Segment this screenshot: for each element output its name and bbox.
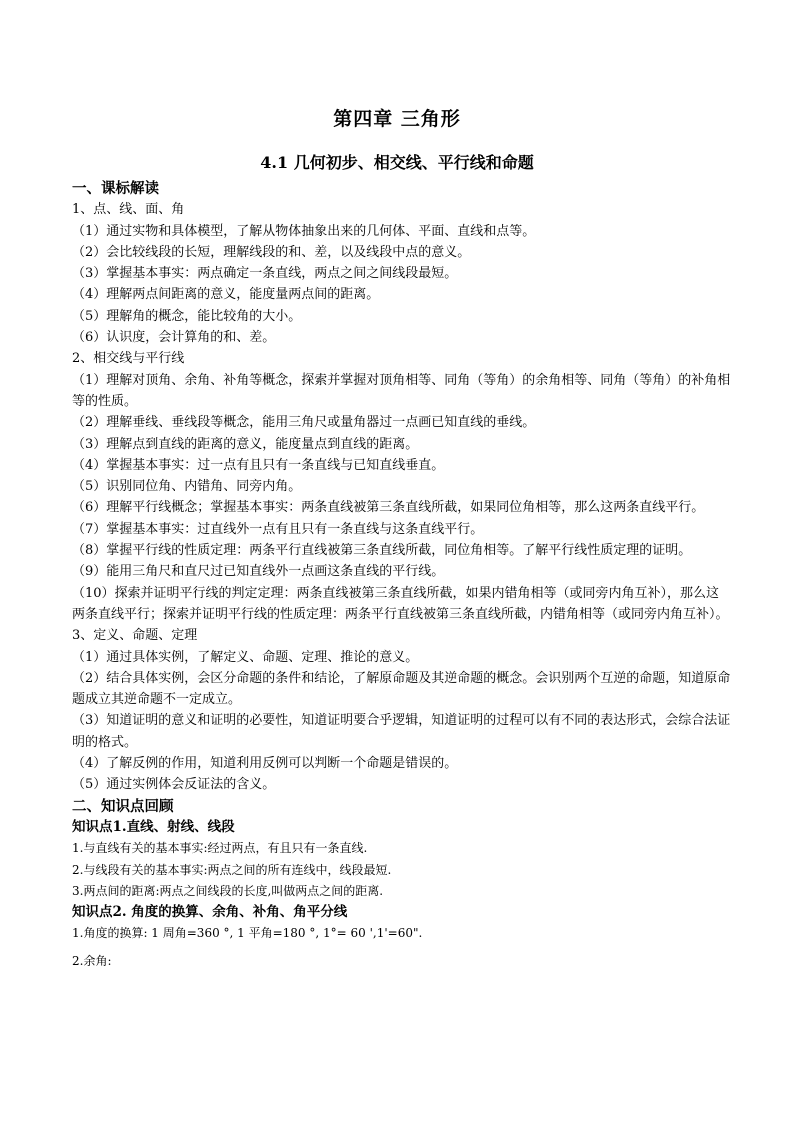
kp2-item: 2.余角: xyxy=(72,953,112,968)
group3-item: （5）通过实例体会反证法的含义。 xyxy=(72,777,276,793)
group2-item: （4）掌握基本事实：过一点有且只有一条直线与已知直线垂直。 xyxy=(72,457,445,473)
part1-heading: 一、课标解读 xyxy=(72,180,159,197)
group3-item: （3）知道证明的意义和证明的必要性，知道证明要合乎逻辑，知道证明的过程可以有不同的表达形式，会综合法证明的格式。 xyxy=(72,713,731,750)
group1-item: （4）理解两点间距离的意义，能度量两点间的距离。 xyxy=(72,287,380,303)
group1-item: （2）会比较线段的长短，理解线段的和、差，以及线段中点的意义。 xyxy=(72,244,471,260)
kp1-item: 3.两点间的距离:两点之间线段的长度,叫做两点之间的距离. xyxy=(72,883,384,898)
group2-item: （2）理解垂线、垂线段等概念，能用三角尺或量角器过一点画已知直线的垂线。 xyxy=(72,415,536,431)
group1-title: 1、点、线、面、角 xyxy=(72,202,185,218)
group1-item: （3）掌握基本事实：两点确定一条直线，两点之间之间线段最短。 xyxy=(72,266,458,282)
group3-title: 3、定义、命题、定理 xyxy=(72,628,198,644)
document-body xyxy=(72,178,732,972)
group1-item: （5）理解角的概念，能比较角的大小。 xyxy=(72,308,302,324)
chapter-title: 第四章 三角形 xyxy=(333,108,461,130)
group3-item: （2）结合具体实例，会区分命题的条件和结论，了解原命题及其逆命题的概念。会识别两个互逆的命题，知道原命题成立其逆命题不一定成立。 xyxy=(72,670,731,708)
group2-item: （10）探索并证明平行线的判定定理：两条直线被第三条直线所截，如果内错角相等（或同旁内角互补），那么这两条直线平行；探索并证明平行线的性质定理：两条平行直线被第三条直线所截，内错角相等（或同旁内角互补）。 xyxy=(72,585,729,622)
group1-item: （6）认识度，会计算角的和、差。 xyxy=(72,330,276,346)
group2-item: （1）理解对顶角、余角、补角等概念，探索并掌握对顶角相等、同角（等角）的余角相等、同角（等角）的补角相等的性质。 xyxy=(72,372,731,409)
part2-heading: 二、知识点回顾 xyxy=(72,797,174,815)
group3-item: （1）通过具体实例，了解定义、命题、定理、推论的意义。 xyxy=(72,649,419,665)
kp1-item: 1.与直线有关的基本事实:经过两点，有且只有一条直线. xyxy=(72,841,368,856)
group3-item: （4）了解反例的作用，知道利用反例可以判断一个命题是错误的。 xyxy=(72,756,458,772)
kp2-item: 1.角度的换算: 1 周角=360 °, 1 平角=180 °, 1°= 60 ',1'=60". xyxy=(72,926,423,941)
section-title: 4.1 几何初步、相交线、平行线和命题 xyxy=(260,153,534,172)
kp2-title: 知识点2. 角度的换算、余角、补角、角平分线 xyxy=(72,904,348,921)
group2-item: （3）理解点到直线的距离的意义，能度量点到直线的距离。 xyxy=(72,436,419,452)
group2-item: （6）理解平行线概念；掌握基本事实：两条直线被第三条直线所截，如果同位角相等，那么这两条直线平行。 xyxy=(72,500,705,516)
group2-item: （8）掌握平行线的性质定理：两条平行直线被第三条直线所截，同位角相等。了解平行线性质定理的证明。 xyxy=(72,543,692,559)
kp1-title: 知识点1.直线、射线、线段 xyxy=(72,818,235,835)
group2-title: 2、相交线与平行线 xyxy=(72,351,185,367)
group2-item: （7）掌握基本事实：过直线外一点有且只有一条直线与这条直线平行。 xyxy=(72,521,484,537)
group1-item: （1）通过实物和具体模型，了解从物体抽象出来的几何体、平面、直线和点等。 xyxy=(72,223,536,239)
group2-item: （5）识别同位角、内错角、同旁内角。 xyxy=(72,479,302,495)
group2-item: （9）能用三角尺和直尺过已知直线外一点画这条直线的平行线。 xyxy=(72,564,445,580)
kp1-item: 2.与线段有关的基本事实:两点之间的所有连线中，线段最短. xyxy=(72,862,392,877)
